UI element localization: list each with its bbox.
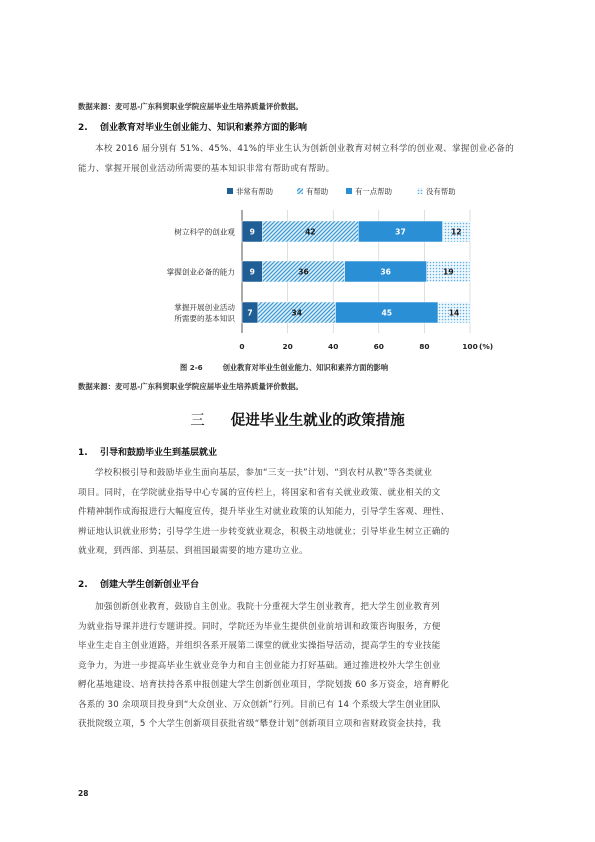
x-tick-label: 60	[373, 342, 384, 351]
paragraph-line: 就业观，到西部、到基层、到祖国最需要的地方建功立业。	[78, 546, 308, 556]
paragraph-line: 项目。同时，在学院就业指导中心专属的宣传栏上，将国家和省有关就业政策、就业相关的文	[78, 487, 441, 498]
paragraph-line: 为就业指导课并进行专题讲授。同时，学院还为毕业生提供创业前培训和政策咨询服务，方便	[78, 621, 441, 632]
bar-value-label: 45	[381, 308, 393, 318]
paragraph-line: 获批院级立项，5 个大学生创新项目获批省级“攀登计划”创新项目立项和省财政资金扶持，我	[78, 719, 442, 729]
x-tick-label: 80	[419, 342, 430, 351]
bar-value-label: 36	[298, 267, 309, 277]
subsection-number: 1.	[78, 448, 88, 458]
bar-value-label: 14	[448, 308, 460, 318]
subsection-title: 引导和鼓励毕业生到基层就业	[100, 448, 218, 458]
x-tick-label: 40	[328, 342, 339, 351]
paragraph-line: 竞争力，为进一步提高毕业生就业竞争力和自主创业能力打好基础。通过推进校外大学生创业	[78, 660, 441, 671]
category-label: 掌握开展创业活动	[174, 303, 235, 312]
page-number: 28	[78, 789, 89, 798]
subsection-number: 2.	[78, 580, 88, 590]
legend-swatch	[346, 188, 352, 194]
bar-value-label: 9	[249, 267, 255, 277]
figure-source-note: 数据来源：麦可思-广东科贸职业学院应届毕业生培养质量评价数据。	[78, 382, 303, 391]
legend-swatch	[297, 188, 303, 194]
legend-swatch	[417, 188, 423, 194]
paragraph-entrepreneurship	[78, 598, 514, 735]
category-label: 掌握创业必备的能力	[166, 267, 235, 277]
legend-label: 有帮助	[306, 187, 329, 196]
bar-value-label: 7	[247, 308, 253, 318]
stacked-bar-chart	[0, 178, 595, 358]
paragraph-line: 加强创新创业教育，鼓励自主创业。我院十分重视大学生创业教育，把大学生创业教育列	[95, 602, 440, 612]
chapter-heading	[0, 409, 595, 430]
legend-label: 没有帮助	[426, 187, 456, 196]
figure-title: 创业教育对毕业生创业能力、知识和素养方面的影响	[222, 363, 389, 372]
paragraph-line: 辨证地认识就业形势；引导学生进一步转变就业观念，积极主动地就业；引导毕业生树立正确的	[78, 526, 450, 537]
x-tick-label: 20	[282, 342, 293, 351]
legend-swatch	[227, 188, 233, 194]
paragraph-line: 各系的 30 余项项目投身到“大众创业、万众创新”行列。目前已有 14 个系级大学生创业团队	[78, 699, 441, 710]
x-tick-label: 0	[239, 342, 245, 351]
figure-number: 图 2-6	[180, 363, 203, 372]
paragraph-line: 孵化基地建设、培育扶持各系申报创建大学生创新创业项目，学院划拨 60 多万资金，培育孵化	[78, 680, 450, 690]
bar-value-label: 19	[443, 267, 454, 277]
chapter-title: 促进毕业生就业的政策措施	[230, 413, 405, 429]
x-unit-label: (%)	[479, 342, 494, 351]
bar-value-label: 42	[305, 227, 316, 237]
paragraph-line: 件精神制作成海报进行大幅度宣传，提升毕业生对就业政策的认知能力，引导学生客观、理性、	[78, 507, 450, 517]
legend-label: 非常有帮助	[236, 187, 273, 196]
paragraph-grassroots	[78, 464, 514, 562]
figure-caption	[180, 363, 388, 373]
section-title: 创业教育对毕业生创业能力、知识和素养方面的影响	[100, 123, 308, 133]
paragraph-line: 毕业生走自主创业道路，并组织各系开展第二课堂的就业实操指导活动，提高学生的专业技能	[78, 641, 441, 651]
chapter-number: 三	[190, 413, 205, 429]
intro-text: 本校 2016 届分别有 51%、45%、41%的毕业生认为创新创业教育对树立科学的创业观、掌握创业必备的能力、掌握开展创业活动所需要的基本知识非常有帮助或有帮助。	[78, 144, 514, 174]
legend-label: 有一点帮助	[355, 187, 392, 196]
data-source-note: 数据来源：麦可思-广东科贸职业学院应届毕业生培养质量评价数据。	[78, 102, 303, 111]
bar-value-label: 34	[291, 308, 303, 318]
subsection-heading-1	[78, 445, 217, 458]
bar-value-label: 36	[380, 267, 391, 277]
bar-value-label: 12	[451, 227, 462, 237]
subsection-title: 创建大学生创新创业平台	[100, 580, 200, 590]
bar-value-label: 37	[395, 227, 406, 237]
subsection-heading-2	[78, 577, 199, 590]
section-heading	[78, 120, 307, 133]
x-tick-label: 100	[462, 342, 478, 351]
intro-paragraph	[78, 140, 514, 179]
category-label: 树立科学的创业观	[174, 227, 235, 237]
category-label: 所需要的基本知识	[174, 314, 235, 323]
paragraph-line: 学校积极引导和鼓励毕业生面向基层，参加“三支一扶”计划、“到农村从教”等各类就业	[95, 468, 433, 478]
section-number: 2.	[78, 123, 88, 133]
bar-value-label: 9	[249, 227, 255, 237]
